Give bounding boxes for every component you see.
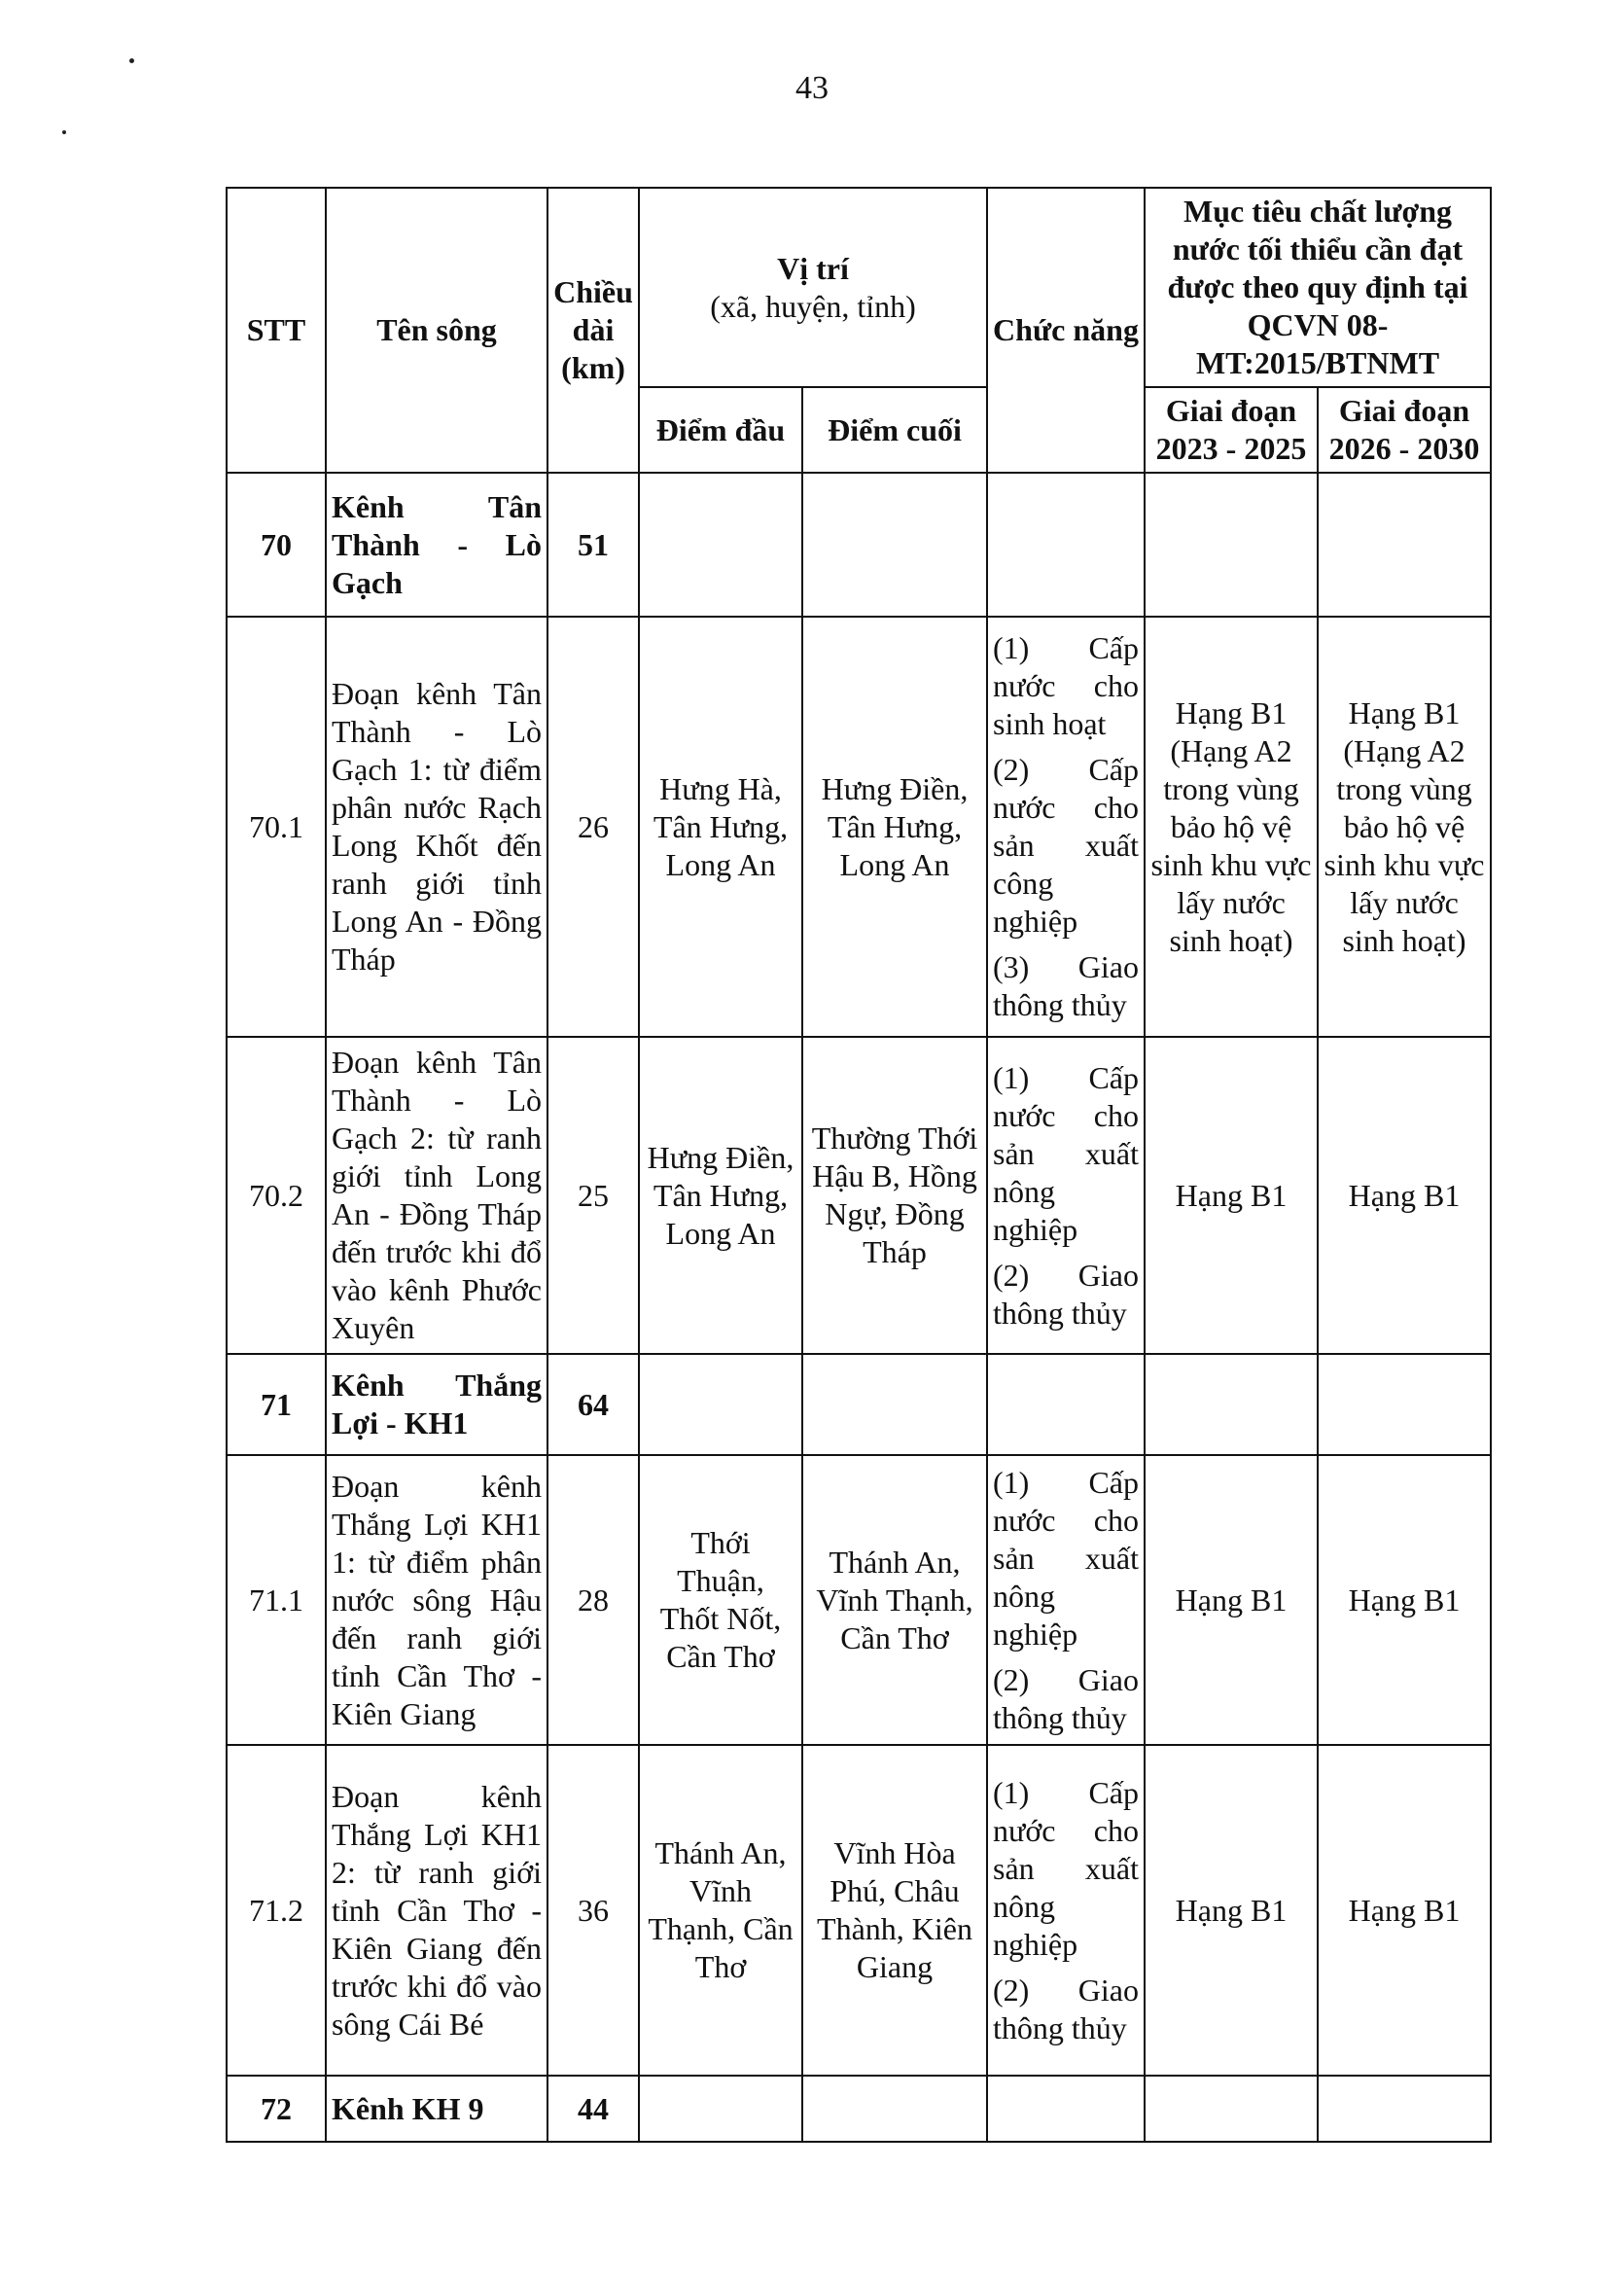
scan-speck	[129, 58, 134, 63]
table-row	[227, 1455, 1491, 1745]
cell-giai-doan-2: Hạng B1	[1318, 1745, 1491, 2076]
function-item: (3) Giao thông thủy	[993, 949, 1139, 1023]
cell-giai-doan-1: Hạng B1	[1145, 1037, 1318, 1354]
cell-giai-doan-2: Hạng B1	[1318, 1455, 1491, 1745]
cell-empty	[802, 2076, 987, 2142]
cell-empty	[1318, 1354, 1491, 1455]
cell-ten-song: Đoạn kênh Thắng Lợi KH1 1: từ điểm phân nước sông Hậu đến ranh giới tỉnh Cần Thơ - Kiên Giang	[326, 1455, 547, 1745]
header-muc-tieu: Mục tiêu chất lượng nước tối thiểu cần đạt được theo quy định tại QCVN 08-MT:2015/BTNMT	[1145, 188, 1491, 387]
cell-diem-dau: Hưng Hà, Tân Hưng, Long An	[639, 617, 802, 1037]
cell-stt: 72	[227, 2076, 326, 2142]
cell-stt: 71.1	[227, 1455, 326, 1745]
cell-chuc-nang	[987, 1745, 1145, 2076]
cell-chuc-nang	[987, 1037, 1145, 1354]
table-row	[227, 1037, 1491, 1354]
table-row	[227, 617, 1491, 1037]
function-item: (2) Giao thông thủy	[993, 1661, 1139, 1735]
cell-giai-doan-1: Hạng B1	[1145, 1745, 1318, 2076]
header-diem-cuoi: Điểm cuối	[802, 387, 987, 473]
cell-empty	[639, 1354, 802, 1455]
table-row	[227, 1745, 1491, 2076]
cell-empty	[802, 1354, 987, 1455]
cell-ten-song: Đoạn kênh Tân Thành - Lò Gạch 2: từ ranh giới tỉnh Long An - Đồng Tháp đến trước khi đổ vào kênh Phước Xuyên	[326, 1037, 547, 1354]
cell-empty	[1145, 473, 1318, 617]
cell-diem-dau: Hưng Điền, Tân Hưng, Long An	[639, 1037, 802, 1354]
cell-chieu-dai: 36	[547, 1745, 639, 2076]
cell-empty	[1318, 2076, 1491, 2142]
cell-chieu-dai: 26	[547, 617, 639, 1037]
function-item: (1) Cấp nước cho sản xuất nông nghiệp	[993, 1059, 1139, 1247]
table-row	[227, 473, 1491, 617]
cell-diem-cuoi: Vĩnh Hòa Phú, Châu Thành, Kiên Giang	[802, 1745, 987, 2076]
cell-chuc-nang	[987, 1455, 1145, 1745]
cell-ten-song: Kênh Thắng Lợi - KH1	[326, 1354, 547, 1455]
header-vi-tri: Vị trí (xã, huyện, tỉnh)	[639, 188, 987, 387]
header-giai-doan-2023-2025: Giai đoạn 2023 - 2025	[1145, 387, 1318, 473]
page-number: 43	[795, 70, 829, 106]
cell-chuc-nang	[987, 617, 1145, 1037]
cell-giai-doan-1: Hạng B1	[1145, 1455, 1318, 1745]
cell-chieu-dai: 28	[547, 1455, 639, 1745]
cell-empty	[1145, 2076, 1318, 2142]
header-diem-dau: Điểm đầu	[639, 387, 802, 473]
table-row	[227, 2076, 1491, 2142]
table-row	[227, 1354, 1491, 1455]
cell-chieu-dai: 44	[547, 2076, 639, 2142]
cell-stt: 70.2	[227, 1037, 326, 1354]
cell-stt: 70	[227, 473, 326, 617]
cell-stt: 71.2	[227, 1745, 326, 2076]
function-item: (1) Cấp nước cho sản xuất nông nghiệp	[993, 1464, 1139, 1652]
cell-empty	[1145, 1354, 1318, 1455]
function-item: (1) Cấp nước cho sản xuất nông nghiệp	[993, 1774, 1139, 1962]
cell-giai-doan-1: Hạng B1 (Hạng A2 trong vùng bảo hộ vệ sinh khu vực lấy nước sinh hoạt)	[1145, 617, 1318, 1037]
cell-diem-cuoi: Thánh An, Vĩnh Thạnh, Cần Thơ	[802, 1455, 987, 1745]
cell-stt: 71	[227, 1354, 326, 1455]
function-item: (1) Cấp nước cho sinh hoạt	[993, 630, 1139, 742]
cell-empty	[639, 473, 802, 617]
cell-ten-song: Kênh Tân Thành - Lò Gạch	[326, 473, 547, 617]
cell-giai-doan-2: Hạng B1	[1318, 1037, 1491, 1354]
function-item: (2) Giao thông thủy	[993, 1972, 1139, 2045]
cell-giai-doan-2: Hạng B1 (Hạng A2 trong vùng bảo hộ vệ sinh khu vực lấy nước sinh hoạt)	[1318, 617, 1491, 1037]
cell-diem-cuoi: Hưng Điền, Tân Hưng, Long An	[802, 617, 987, 1037]
header-giai-doan-2026-2030: Giai đoạn 2026 - 2030	[1318, 387, 1491, 473]
cell-empty	[802, 473, 987, 617]
header-stt: STT	[227, 188, 326, 473]
cell-chieu-dai: 51	[547, 473, 639, 617]
cell-diem-dau: Thới Thuận, Thốt Nốt, Cần Thơ	[639, 1455, 802, 1745]
header-ten-song: Tên sông	[326, 188, 547, 473]
header-chuc-nang: Chức năng	[987, 188, 1145, 473]
header-chieu-dai: Chiều dài (km)	[547, 188, 639, 473]
cell-empty	[1318, 473, 1491, 617]
cell-chieu-dai: 25	[547, 1037, 639, 1354]
cell-empty	[987, 2076, 1145, 2142]
cell-ten-song: Đoạn kênh Thắng Lợi KH1 2: từ ranh giới tỉnh Cần Thơ - Kiên Giang đến trước khi đổ vào sông Cái Bé	[326, 1745, 547, 2076]
scan-speck	[62, 130, 66, 134]
cell-chieu-dai: 64	[547, 1354, 639, 1455]
water-quality-table	[226, 187, 1492, 2143]
cell-stt: 70.1	[227, 617, 326, 1037]
function-item: (2) Giao thông thủy	[993, 1257, 1139, 1331]
cell-ten-song: Đoạn kênh Tân Thành - Lò Gạch 1: từ điểm phân nước Rạch Long Khốt đến ranh giới tỉnh Long An - Đồng Tháp	[326, 617, 547, 1037]
cell-empty	[987, 1354, 1145, 1455]
cell-empty	[639, 2076, 802, 2142]
cell-empty	[987, 473, 1145, 617]
cell-diem-cuoi: Thường Thới Hậu B, Hồng Ngự, Đồng Tháp	[802, 1037, 987, 1354]
cell-diem-dau: Thánh An, Vĩnh Thạnh, Cần Thơ	[639, 1745, 802, 2076]
cell-ten-song: Kênh KH 9	[326, 2076, 547, 2142]
function-item: (2) Cấp nước cho sản xuất công nghiệp	[993, 752, 1139, 940]
